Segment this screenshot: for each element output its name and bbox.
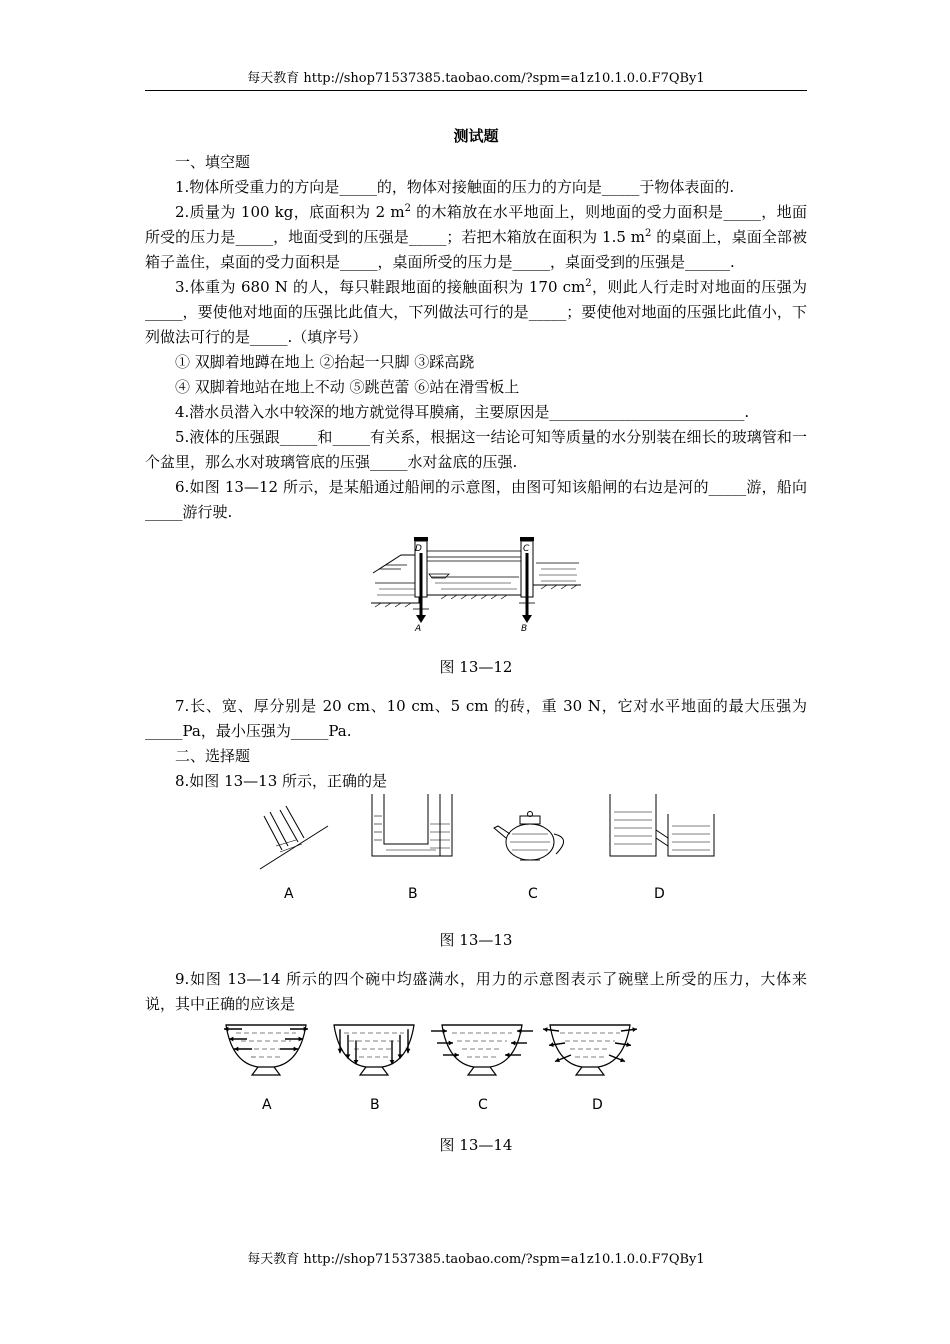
question-1: 1.物体所受重力的方向是_____的，物体对接触面的压力的方向是_____于物体表面的. <box>175 178 735 196</box>
question-2-part-b: 的木箱放在水平地面上，则地面的受力面积是_____，地面所受的压力是_____，地面受到的压强是_____；若把木箱放在面积为 1.5 m <box>145 203 807 246</box>
bowl-outline <box>442 1025 522 1067</box>
superscript: 2 <box>404 203 411 214</box>
fig13-label-c: C <box>528 886 538 902</box>
bowl-outline <box>550 1025 630 1067</box>
fig13-label-b: B <box>408 886 418 902</box>
question-3-options-1: ① 双脚着地蹲在地上 ②抬起一只脚 ③踩高跷 <box>175 353 475 371</box>
arrow-head <box>390 1060 395 1064</box>
figure-13-13-caption: 图 13—13 <box>439 931 513 949</box>
figure-13-12-caption: 图 13—12 <box>439 658 513 676</box>
page-header: 每天教育 http://shop71537385.taobao.com/?spm=a1z10.1.0.0.F7QBy1 <box>145 70 807 91</box>
arrow-head <box>443 1029 447 1034</box>
fig14-label-b: B <box>370 1097 380 1113</box>
arrow-head <box>406 1049 411 1053</box>
question-3-part-a: 3.体重为 680 N 的人，每只鞋跟地面的接触面积为 170 cm <box>175 278 586 296</box>
question-2 <box>145 200 807 275</box>
question-5: 5.液体的压强跟_____和_____有关系，根据这一结论可知等质量的水分别装在细长的玻璃管和一个盆里，那么水对玻璃管底的压强_____水对盆底的压强. <box>145 428 807 471</box>
bowl-outline <box>334 1025 414 1067</box>
fig13-label-a: A <box>284 886 294 902</box>
fig12-label-a: A <box>415 624 422 633</box>
page-title: 测试题 <box>453 127 499 145</box>
arrow-head <box>449 1041 453 1046</box>
fig13-label-d: D <box>654 886 665 902</box>
bowl-foot <box>252 1067 280 1075</box>
superscript: 2 <box>645 228 652 239</box>
question-8: 8.如图 13—13 所示，正确的是 <box>175 772 388 790</box>
section-heading-choice: 二、选择题 <box>175 747 251 765</box>
question-2-part-c: 的桌面上，桌面全部被箱子盖住，桌面的受力面积是_____，桌面所受的压力是_____，桌面受到的压强是______. <box>145 228 807 271</box>
arrow-head <box>354 1060 359 1064</box>
question-9: 9.如图 13—14 所示的四个碗中均盛满水，用力的示意图表示了碗壁上所受的压力，大体来说，其中正确的应该是 <box>145 970 807 1013</box>
fig12-label-b: B <box>521 624 528 633</box>
question-3-part-b: ，则此人行走时对地面的压强为_____，要使他对地面的压强比此值大，下列做法可行的是_____；要使他对地面的压强比此值小，下列做法可行的是_____.（填序号） <box>145 278 807 346</box>
question-4: 4.潜水员潜入水中较深的地方就觉得耳膜痛，主要原因是__________________________. <box>175 403 750 421</box>
figure-13-14-caption: 图 13—14 <box>439 1136 513 1154</box>
arrow-head <box>517 1029 521 1034</box>
page-footer: 每天教育 http://shop71537385.taobao.com/?spm=a1z10.1.0.0.F7QBy1 <box>247 1252 705 1267</box>
document-body <box>145 124 807 1158</box>
figure-13-12-ship-lock <box>371 533 581 633</box>
fig14-label-a: A <box>262 1097 272 1113</box>
question-7: 7.长、宽、厚分别是 20 cm、10 cm、5 cm 的砖，重 30 N，它对水平地面的最大压强为_____Pa，最小压强为_____Pa. <box>145 697 807 740</box>
question-6: 6.如图 13—12 所示，是某船通过船闸的示意图，由图可知该船闸的右边是河的_____游，船向_____游行驶. <box>145 478 807 521</box>
bowl-foot <box>468 1067 496 1075</box>
arrow-head <box>338 1049 343 1053</box>
fig12-label-c: C <box>523 544 530 554</box>
bowl-outline <box>226 1025 306 1067</box>
fig14-label-c: C <box>478 1097 488 1113</box>
fig14-label-d: D <box>592 1097 603 1113</box>
question-3 <box>145 275 807 350</box>
figure-13-14-bowls <box>206 1017 746 1117</box>
superscript: 2 <box>585 278 592 289</box>
fig12-label-d: D <box>415 544 422 554</box>
question-2-part-a: 2.质量为 100 kg，底面积为 2 m <box>175 203 405 221</box>
question-3-options-2: ④ 双脚着地站在地上不动 ⑤跳芭蕾 ⑥站在滑雪板上 <box>175 378 520 396</box>
bowl-foot <box>360 1067 388 1075</box>
arrow-head <box>511 1041 515 1046</box>
arrow-head <box>505 1053 509 1058</box>
arrow-head <box>455 1053 459 1058</box>
bowl-foot <box>576 1067 604 1075</box>
section-heading-fill-in: 一、填空题 <box>175 153 251 171</box>
figure-13-13-connected-vessels <box>236 794 716 914</box>
